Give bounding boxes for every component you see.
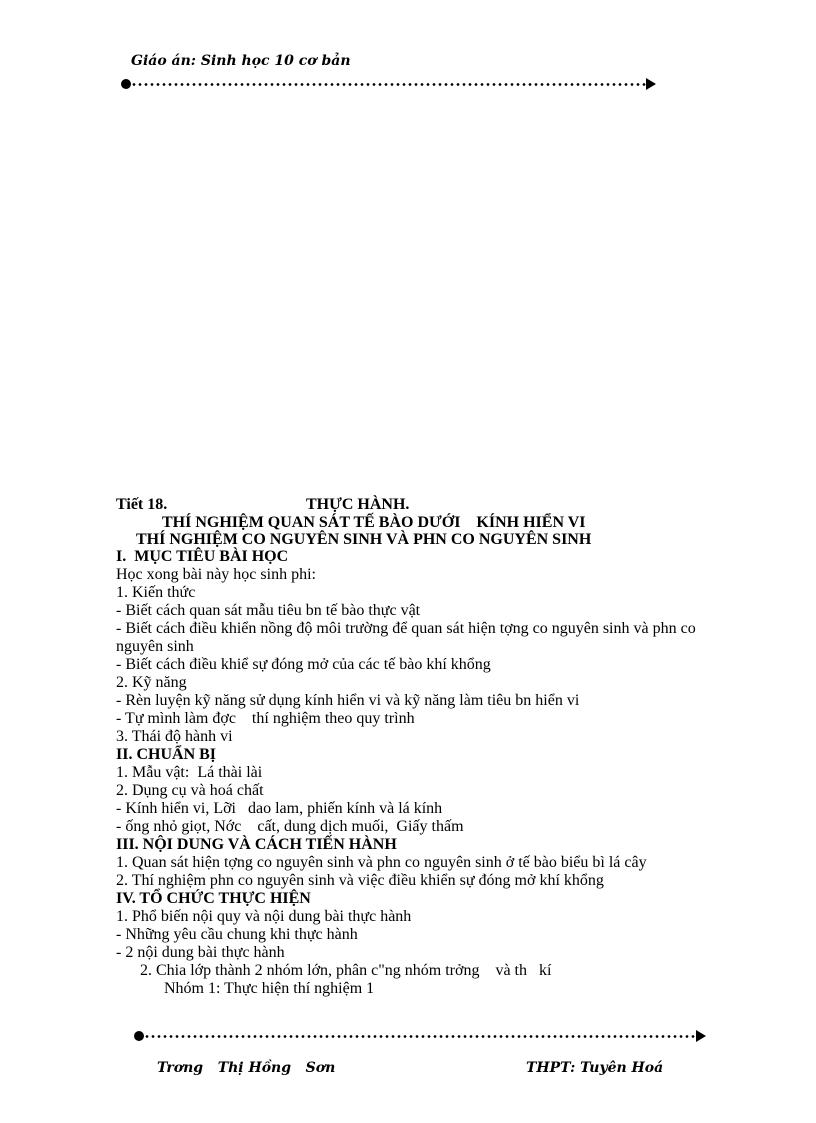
- section-heading-content: III. NỘI DUNG VÀ CÁCH TIẾN HÀNH: [116, 836, 397, 853]
- lesson-title-line-2: THÍ NGHIỆM CO NGUYÊN SINH VÀ PHN CO NGUYÊN SINH: [136, 531, 592, 548]
- lesson-title-line-1: THÍ NGHIỆM QUAN SÁT TẾ BÀO DƯỚI KÍNH HIỂN VI: [162, 514, 586, 531]
- footer-divider: [134, 1029, 706, 1043]
- preparation-item-1: 1. Mẫu vật: Lá thài lài: [116, 764, 263, 781]
- divider-arrow-icon: [646, 78, 656, 90]
- divider-arrow-icon: [696, 1030, 706, 1042]
- footer-author: Trơng Thị Hồng Sơn: [157, 1060, 336, 1076]
- skills-heading: 2. Kỹ năng: [116, 674, 187, 691]
- knowledge-item-1: - Biết cách quan sát mẫu tiêu bn tế bào thực vật: [116, 602, 421, 619]
- divider-dots: [131, 83, 646, 86]
- knowledge-heading: 1. Kiến thức: [116, 584, 196, 601]
- divider-dots: [144, 1035, 696, 1038]
- preparation-item-4: - ống nhỏ giọt, Nớc cất, dung dịch muối, Giấy thấm: [116, 818, 464, 835]
- lesson-number: Tiết 18.: [116, 496, 168, 513]
- section-heading-organization: IV. TỔ CHỨC THỰC HIỆN: [116, 890, 311, 907]
- content-item-2: 2. Thí nghiệm phn co nguyên sinh và việc điều khiển sự đóng mở khí khổng: [116, 872, 604, 889]
- lesson-content: [116, 496, 736, 998]
- divider-start-dot: [121, 79, 131, 89]
- organization-item-3: - 2 nội dung bài thực hành: [116, 944, 285, 961]
- preparation-item-2: 2. Dụng cụ và hoá chất: [116, 782, 264, 799]
- skills-item-1: - Rèn luyện kỹ năng sử dụng kính hiển vi và kỹ năng làm tiêu bn hiển vi: [116, 692, 580, 709]
- header-title: Giáo án: Sinh học 10 cơ bản: [131, 53, 351, 69]
- preparation-item-3: - Kính hiển vi, Lỡi dao lam, phiến kính và lá kính: [116, 800, 443, 817]
- organization-item-1: 1. Phổ biến nội quy và nội dung bài thực hành: [116, 908, 412, 925]
- objectives-intro: Học xong bài này học sinh phi:: [116, 566, 316, 583]
- section-heading-objectives: I. MỤC TIÊU BÀI HỌC: [116, 548, 289, 565]
- divider-start-dot: [134, 1031, 144, 1041]
- lesson-type: THỰC HÀNH.: [306, 496, 410, 513]
- skills-item-2: - Tự mình làm đợc thí nghiệm theo quy trình: [116, 710, 415, 727]
- content-item-1: 1. Quan sát hiện tợng co nguyên sinh và phn co nguyên sinh ở tế bào biểu bì lá cây: [116, 854, 647, 871]
- organization-item-4: 2. Chia lớp thành 2 nhóm lớn, phân c"ng nhóm trởng và th kí: [140, 962, 552, 979]
- organization-item-5: Nhóm 1: Thực hiện thí nghiệm 1: [164, 980, 375, 997]
- organization-item-2: - Những yêu cầu chung khi thực hành: [116, 926, 358, 943]
- knowledge-item-3: - Biết cách điều khiể sự đóng mở của các tế bào khí khổng: [116, 656, 491, 673]
- footer-school: THPT: Tuyên Hoá: [526, 1060, 664, 1076]
- lesson-heading-row: [116, 496, 736, 514]
- header-divider: [121, 77, 656, 91]
- attitude-heading: 3. Thái độ hành vi: [116, 728, 233, 745]
- knowledge-item-2: - Biết cách điều khiển nồng độ môi trường để quan sát hiện tợng co nguyên sinh và phn co nguyên sinh: [116, 620, 696, 655]
- section-heading-preparation: II. CHUẨN BỊ: [116, 746, 217, 763]
